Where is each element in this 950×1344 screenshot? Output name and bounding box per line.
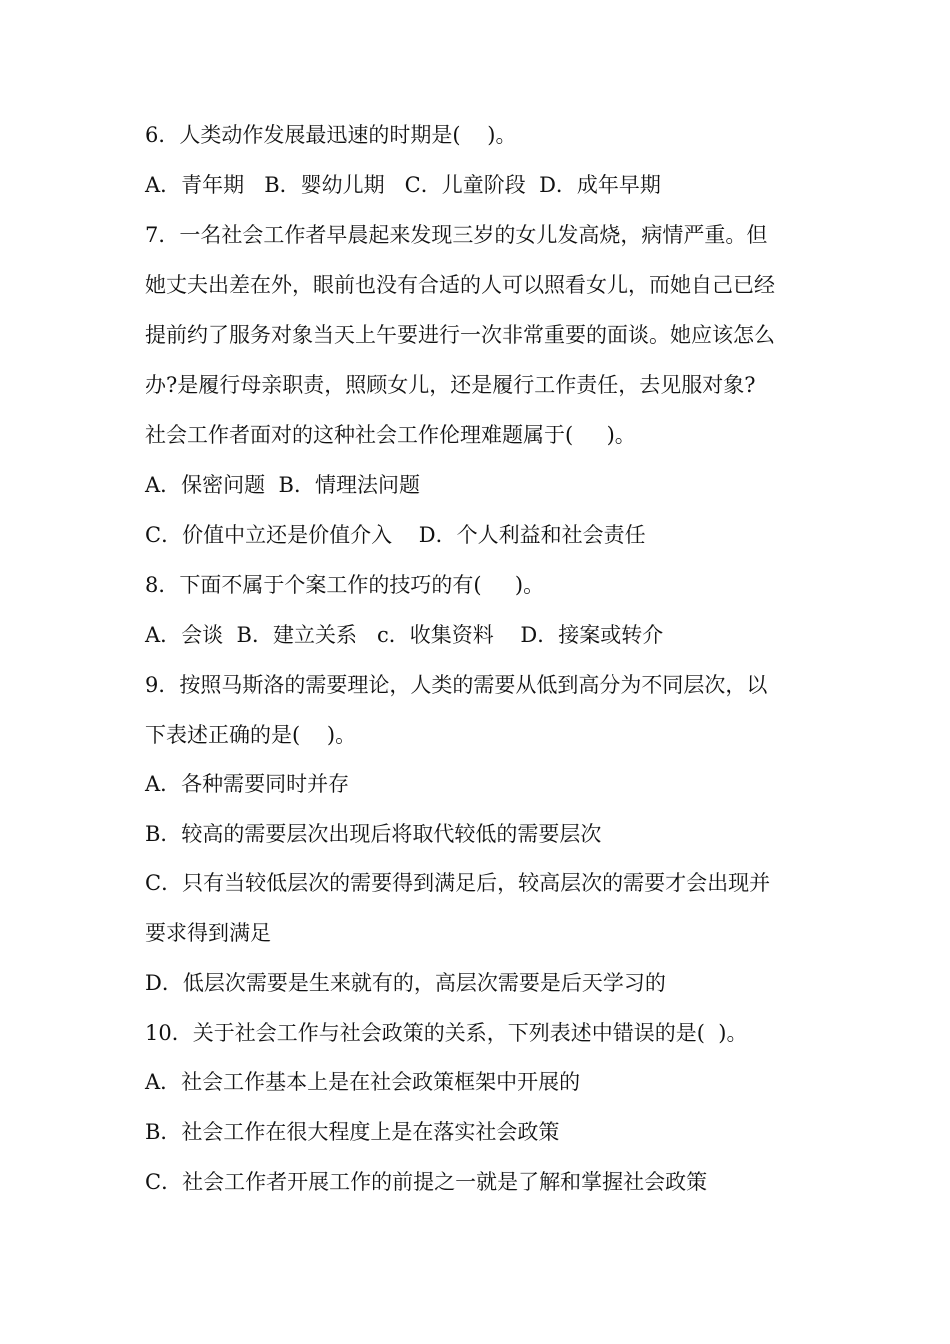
question-7-stem-line: 7．一名社会工作者早晨起来发现三岁的女儿发高烧，病情严重。但 (145, 223, 768, 247)
question-7-stem-line: 社会工作者面对的这种社会工作伦理难题属于( )。 (145, 423, 636, 447)
question-7-stem-line: 提前约了服务对象当天上午要进行一次非常重要的面谈。她应该怎么 (145, 323, 775, 347)
question-6-options: A．青年期 B．婴幼儿期 C．儿童阶段 D．成年早期 (145, 173, 661, 197)
question-8-stem: 8．下面不属于个案工作的技巧的有( )。 (145, 573, 545, 597)
question-10-option: B．社会工作在很大程度上是在落实社会政策 (145, 1120, 560, 1144)
question-9-option: D．低层次需要是生来就有的，高层次需要是后天学习的 (145, 971, 666, 995)
question-7-stem-line: 办?是履行母亲职责，照顾女儿，还是履行工作责任，去见服对象? (145, 373, 756, 397)
question-9-option: B．较高的需要层次出现后将取代较低的需要层次 (145, 822, 602, 846)
question-8-options: A．会谈 B．建立关系 c．收集资料 D．接案或转介 (145, 623, 664, 647)
question-7-stem-line: 她丈夫出差在外，眼前也没有合适的人可以照看女儿，而她自己已经 (145, 273, 775, 297)
question-10-option: C．社会工作者开展工作的前提之一就是了解和掌握社会政策 (145, 1170, 708, 1194)
question-9-option: 要求得到满足 (145, 921, 271, 945)
question-9-option: A．各种需要同时并存 (145, 772, 350, 796)
question-10-stem: 10．关于社会工作与社会政策的关系，下列表述中错误的是( )。 (145, 1021, 748, 1045)
question-7-options: A．保密问题 B．情理法问题 (145, 473, 420, 497)
question-9-option: C．只有当较低层次的需要得到满足后，较高层次的需要才会出现并 (145, 871, 771, 895)
question-9-stem-line: 9．按照马斯洛的需要理论，人类的需要从低到高分为不同层次，以 (145, 673, 768, 697)
question-6-stem: 6．人类动作发展最迅速的时期是( )。 (145, 123, 517, 147)
question-7-options: C．价值中立还是价值介入 D．个人利益和社会责任 (145, 523, 646, 547)
question-10-option: A．社会工作基本上是在社会政策框架中开展的 (145, 1070, 581, 1094)
question-9-stem-line: 下表述正确的是( )。 (145, 723, 357, 747)
